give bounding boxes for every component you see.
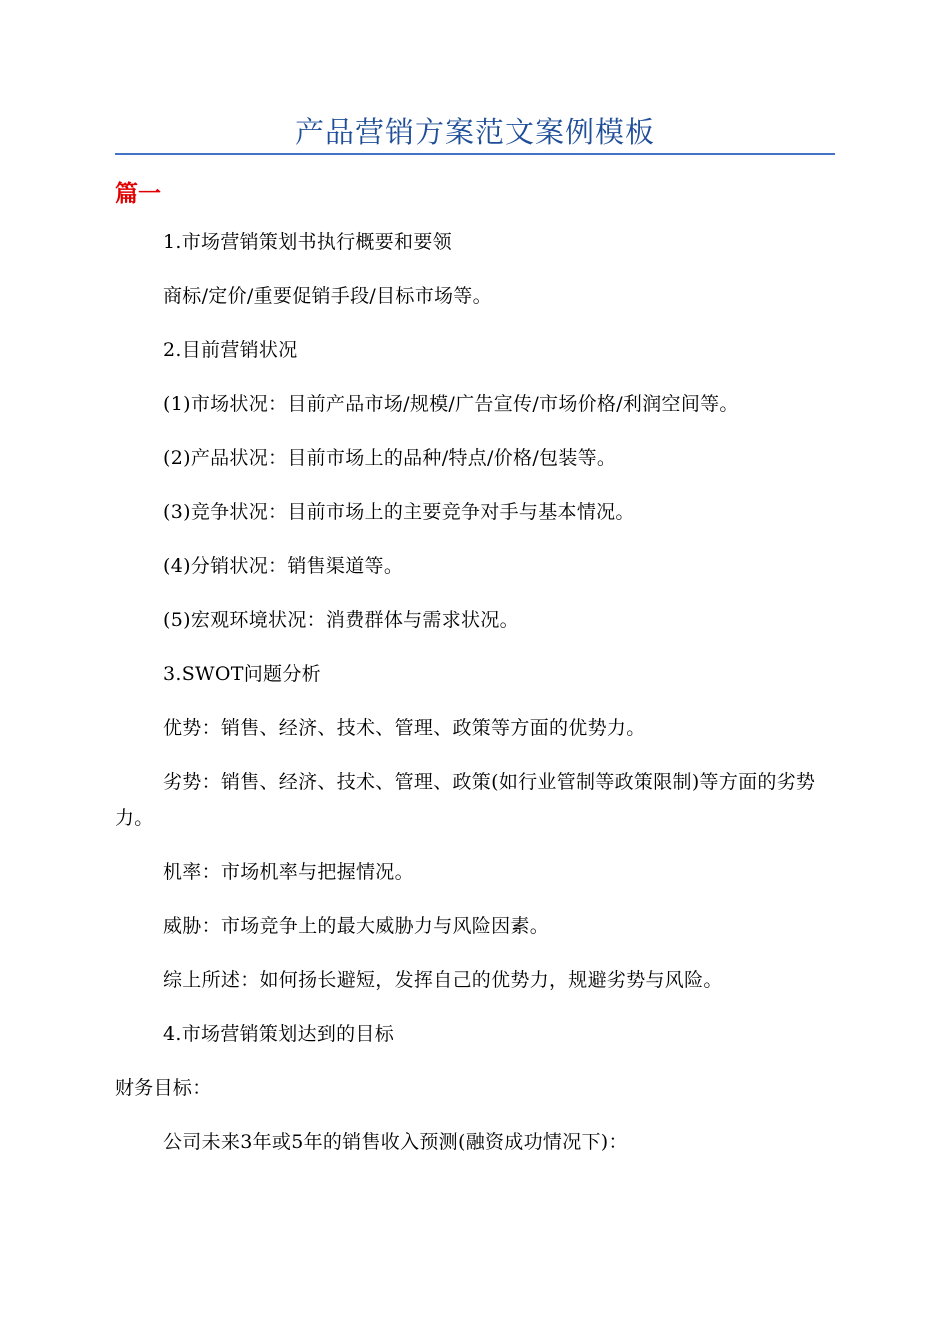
section-heading: 篇一 [115,180,161,207]
paragraph-15: 4.市场营销策划达到的目标 [163,1023,395,1045]
paragraph-5: (2)产品状况：目前市场上的品种/特点/价格/包装等。 [163,447,617,469]
paragraph-12: 机率：市场机率与把握情况。 [163,861,414,883]
paragraph-9: 3.SWOT问题分析 [163,663,321,685]
document-title: 产品营销方案范文案例模板 [294,115,655,149]
paragraph-13: 威胁：市场竞争上的最大威胁力与风险因素。 [163,915,550,937]
paragraph-11: 劣势：销售、经济、技术、管理、政策(如行业管制等政策限制)等方面的劣势力。 [115,771,816,829]
paragraph-14: 综上所述：如何扬长避短，发挥自己的优势力，规避劣势与风险。 [163,969,723,991]
document-body [115,224,835,1178]
paragraph-8: (5)宏观环境状况：消费群体与需求状况。 [163,609,519,631]
paragraph-16: 财务目标： [115,1077,212,1099]
paragraph-6: (3)竞争状况：目前市场上的主要竞争对手与基本情况。 [163,501,635,523]
paragraph-2: 商标/定价/重要促销手段/目标市场等。 [163,285,492,307]
paragraph-1: 1.市场营销策划书执行概要和要领 [163,231,452,253]
paragraph-4: (1)市场状况：目前产品市场/规模/广告宣传/市场价格/利润空间等。 [163,393,739,415]
paragraph-7: (4)分销状况：销售渠道等。 [163,555,404,577]
paragraph-17: 公司未来3年或5年的销售收入预测(融资成功情况下)： [163,1131,628,1153]
paragraph-10: 优势：销售、经济、技术、管理、政策等方面的优势力。 [163,717,646,739]
title-underline [115,153,835,155]
paragraph-3: 2.目前营销状况 [163,339,298,361]
